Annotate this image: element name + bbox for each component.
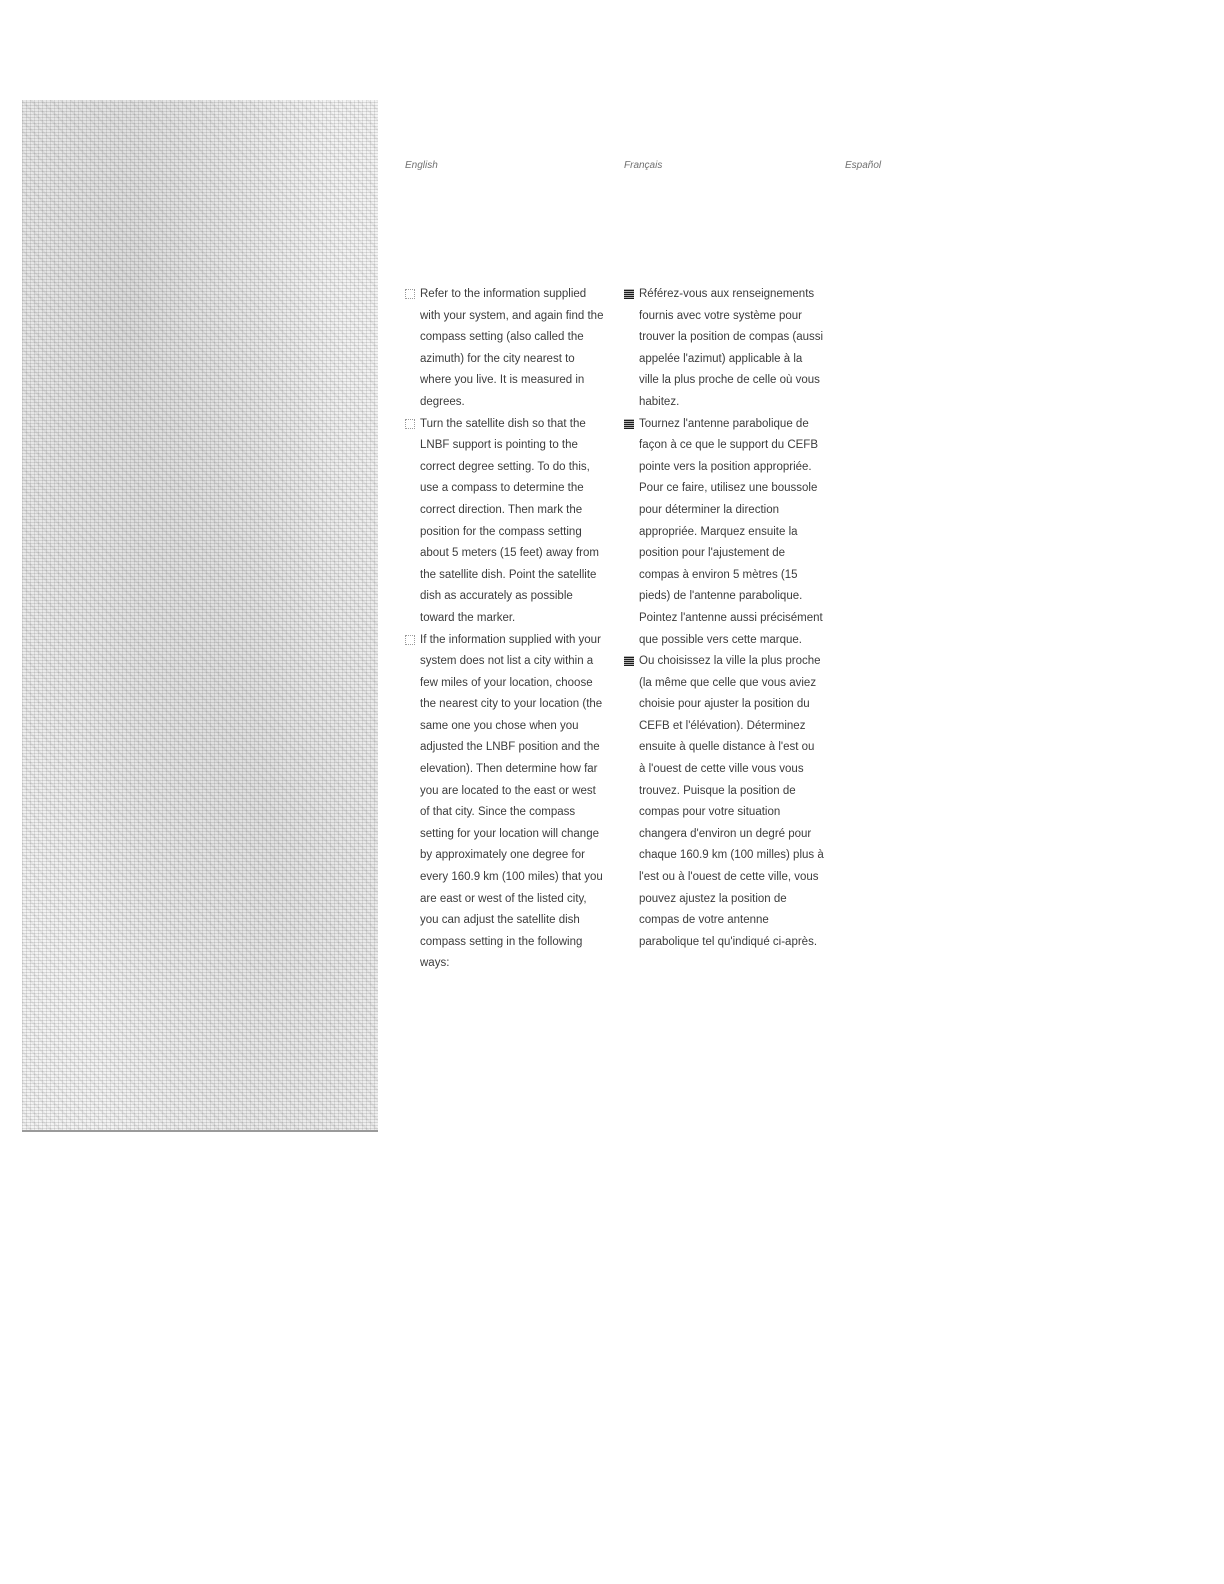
french-step-text: Tournez l'antenne parabolique de façon à ce que le support du CEFB pointe vers la position appropriée. Pour ce faire, utilisez une boussole pour déterminer la direction appropriée. Marquez ensuite la position pour l'ajustement de compas à environ 5 mètres (15 pieds) de l'antenne parabolique. Pointez l'antenne aussi précisément que possible vers cette marque. bbox=[639, 417, 823, 646]
english-step-text: If the information supplied with your system does not list a city within a few miles of your location, choose the nearest city to your location (the same one you chose when you adjusted the LNBF position and the elevation). Then determine how far you are located to the east or west of that city. Since the compass setting for your location will change by approximately one degree for every 160.9 km (100 miles) that you are east or west of the listed city, you can adjust the satellite dish compass setting in the following ways: bbox=[420, 633, 603, 970]
english-step bbox=[405, 414, 605, 630]
english-step bbox=[405, 630, 605, 976]
english-step-text: Turn the satellite dish so that the LNBF support is pointing to the correct degree setting. To do this, use a compass to determine the correct direction. Then mark the position for the compass setting about 5 meters (15 feet) away from the satellite dish. Point the satellite dish as accurately as possible toward the marker. bbox=[420, 417, 599, 624]
step-marker-icon bbox=[624, 289, 634, 299]
step-marker-icon bbox=[624, 419, 634, 429]
english-step bbox=[405, 284, 605, 414]
step-marker-icon bbox=[405, 635, 415, 645]
french-step-list bbox=[624, 284, 824, 953]
english-step-text: Refer to the information supplied with your system, and again find the compass setting (also called the azimuth) for the city nearest to where you live. It is measured in degrees. bbox=[420, 288, 604, 408]
language-label-spanish: Español bbox=[845, 160, 882, 171]
french-step bbox=[624, 284, 824, 414]
language-label-english: English bbox=[405, 160, 438, 171]
english-column bbox=[405, 284, 605, 975]
language-label-french: Français bbox=[624, 160, 663, 171]
french-step bbox=[624, 651, 824, 953]
french-step-text: Ou choisissez la ville la plus proche (la même que celle que vous aviez choisie pour ajuster la position du CEFB et l'élévation). Déterminez ensuite à quelle distance à l'est ou à l'ouest de cette ville vous vous trouvez. Puisque la position de compas pour votre situation changera d'environ un degré pour chaque 160.9 km (100 milles) plus à l'est ou à l'ouest de cette ville, vous pouvez ajustez la position de compas de votre antenne parabolique tel qu'indiqué ci-après. bbox=[639, 655, 824, 948]
step-marker-icon bbox=[405, 289, 415, 299]
step-marker-icon bbox=[405, 419, 415, 429]
halftone-photo-strip bbox=[22, 100, 378, 1132]
french-step-text: Référez-vous aux renseignements fournis avec votre système pour trouver la position de compas (aussi appelée l'azimut) applicable à la ville la plus proche de celle où vous habitez. bbox=[639, 288, 824, 408]
french-column bbox=[624, 284, 824, 953]
french-step bbox=[624, 414, 824, 652]
step-marker-icon bbox=[624, 656, 634, 666]
english-step-list bbox=[405, 284, 605, 975]
